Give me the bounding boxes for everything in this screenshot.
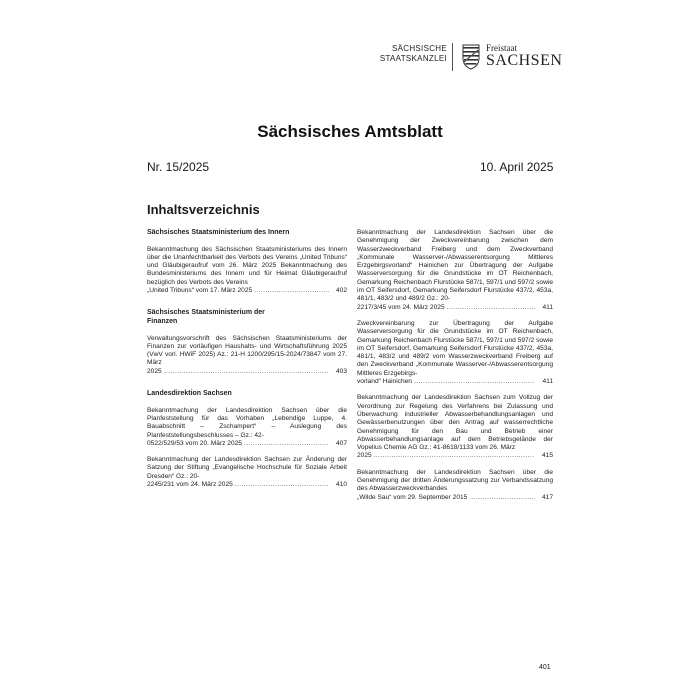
toc-entry[interactable] [147,335,347,376]
kanzlei-line-1: SÄCHSISCHE [391,44,447,53]
toc-entry[interactable] [357,229,553,312]
toc-page-number: 410 [335,481,347,489]
toc-entry-text: Zweckvereinbarung zur Übertragung der Aufgabe Wasserversorgung für die Grundstücke im OT Reichenbach, Gemarkung Reichenbach Flurstücke 587/1, 597/1 und 597/2 sowie im OT Seifersdorf, Gemarkung Seifersdorf Flurstücke 437/2, 453a, 481/1, 483/2 und 489/2 vom Wasserzweckverband Freiberg auf den Zweckverband „Kommunale Wasserver-/Abwasserentsorgung Mittleres Erzgebirgs- [357,319,553,377]
toc-entry-text: Bekanntmachung der Landesdirektion Sachsen über die Genehmigung der dritten Änderungssatzung zur Verbandssatzung des Abwasserzweckverbandes [357,468,553,493]
issue-date: 10. April 2025 [480,160,554,174]
toc-entry[interactable] [147,456,347,489]
toc-entry-text-end: 2245/231 vom 24. März 2025 [147,481,233,489]
toc-heading: Inhaltsverzeichnis [147,202,260,217]
toc-entry-text-end: „United Tribuns“ vom 17. März 2025 [147,287,253,295]
toc-page-number: 402 [335,287,347,295]
leader-dots [374,452,535,460]
toc-entry-text: Bekanntmachung der Landesdirektion Sachsen über die Genehmigung der Zweckvereinbarung zwischen dem Wasserzweckverband Freiberg und dem Zweckverband „Kommunale Wasserver-/Abwasserentsorgung Mittleres Erzgebirgsvorland“ Hainichen zur Übertragung der Aufgabe Wasserversorgung für die Grundstücke im OT Reichenbach, Gemarkung Reichenbach Flurstücke 587/1, 597/1 und 597/2 sowie im OT Seifersdorf, Gemarkung Seifersdorf Flurstücke 437/2, 453a, 481/1, 483/2 und 489/2 Gz.: 20- [357,229,553,303]
leader-dots [254,287,329,295]
toc-page-number: 403 [335,367,347,375]
toc-entry-text: Bekanntmachung der Landesdirektion Sachsen zur Änderung der Satzung der Stiftung „Evangelische Hochschule für Soziale Arbeit Dresden“ Gz.: 20- [147,456,347,480]
toc-entry-text: Bekanntmachung der Landesdirektion Sachsen über die Planfeststellung für das Vorhaben „Lebendige Luppe, 4. Bauabschnitt – Zschampert“ – Auslegung des Planfeststellungsbeschlusses – Gz.: 42- [147,406,347,439]
toc-page-number: 415 [541,452,553,460]
leader-dots [244,440,329,448]
toc-page-number: 411 [542,378,553,386]
issue-number: Nr. 15/2025 [147,160,210,174]
freistaat-label: Freistaat [486,43,517,53]
toc-entry-text: Bekanntmachung des Sächsischen Staatsministeriums des Innern über die Unanfechtbarkeit des Verbots des Vereins „United Tribuns“ und Gläubigeraufruf vom 26. März 2025 Bekanntmachung des Bundesministeriums des Innern und für Heimat Gläubigeraufruf bezüglich des Verbots des Vereins [147,245,347,286]
toc-entry-text: Verwaltungsvorschrift des Sächsischen Staatsministeriums der Finanzen zur vorläufigen Haushalts- und Wirtschaftsführung 2025 (VwV vorl. HWiF 2025) Az.: 21-H 1200/295/15-2024/73847 vom 27. März [147,334,347,367]
sachsen-label: SACHSEN [486,52,563,69]
toc-entry-text-end: 2025 [357,452,372,460]
page-number: 401 [539,664,551,671]
toc-entry-text-end: 2217/3/45 vom 24. März 2025 [357,303,445,311]
toc-entry[interactable] [357,469,553,502]
header-logo [379,43,563,74]
toc-left-column [147,229,347,489]
logo-divider [452,43,453,71]
leader-dots [469,494,535,502]
saxony-coat-of-arms-icon [462,44,480,70]
toc-entry-text-end: „Wilde Sau“ vom 29. September 2015 [357,493,468,501]
toc-entry-text: Bekanntmachung der Landesdirektion Sachsen zum Vollzug der Verordnung zur Regelung des Verfahrens bei Zulassung und Überwachung industrieller Abwasserbehandlungsanlagen und Gewässerbenutzungen über den Antrag auf wasserrechtliche Genehmigung für den Bau und Betrieb einer Abwasserbehandlungsanlage auf dem Betriebsgelände der Vopelius Chemie AG Gz.: 41-8618/1133 vom 26. März [357,394,553,452]
toc-entry-text-end: vorland“ Hainichen [357,378,412,386]
toc-entry[interactable] [357,394,553,460]
toc-entry-text-end: 0522/529/53 vom 20. März 2025 [147,439,242,447]
toc-entry[interactable] [147,246,347,296]
leader-dots [164,368,329,376]
leader-dots [414,378,535,386]
toc-entry[interactable] [357,320,553,386]
staatskanzlei-logo-text [380,44,447,64]
section-heading-finanzen: Sächsisches Staatsministerium der Finanzen [147,309,265,325]
section-heading-innern: Sächsisches Staatsministerium des Innern [147,229,290,236]
document-title: Sächsisches Amtsblatt [257,122,443,141]
leader-dots [235,481,329,489]
section-heading-landesdirektion: Landesdirektion Sachsen [147,390,232,398]
leader-dots [447,304,535,312]
toc-page-number: 417 [541,493,553,501]
toc-entry-text-end: 2025 [147,367,162,375]
toc-right-column [357,229,553,502]
toc-page-number: 407 [335,439,347,447]
toc-entry[interactable] [147,407,347,448]
kanzlei-line-2: STAATSKANZLEI [379,54,447,63]
toc-page-number: 411 [542,303,553,311]
